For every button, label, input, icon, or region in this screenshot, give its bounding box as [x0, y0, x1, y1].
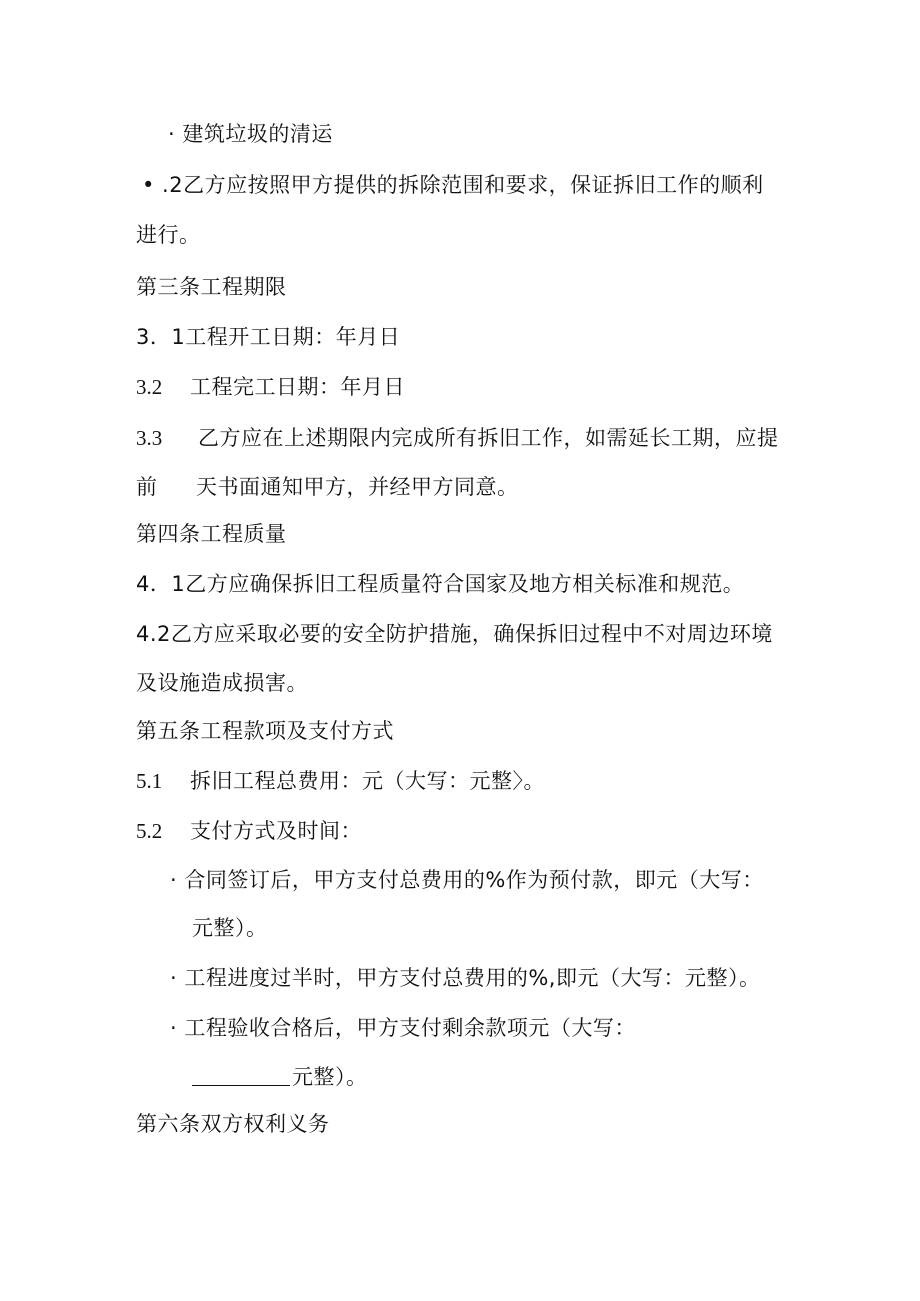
- clause-3-3-number: 3.3: [136, 426, 163, 450]
- clause-3-2-number: 3.2: [136, 375, 163, 399]
- clause-4-2: 4.2乙方应采取必要的安全防护措施，确保拆旧过程中不对周边环境: [136, 622, 773, 646]
- clause-2-2: • .2乙方应按照甲方提供的拆除范围和要求，保证拆旧工作的顺利: [142, 173, 764, 197]
- bullet-item-debris-removal: · 建筑垃圾的清运: [168, 122, 333, 146]
- payment-item-1: · 合同签订后，甲方支付总费用的%作为预付款，即元（大写：: [170, 868, 764, 892]
- clause-4-2-continuation: 及设施造成损害。: [136, 671, 308, 695]
- clause-5-1-text: 拆旧工程总费用：元（大写：元整〉。: [190, 769, 545, 793]
- clause-5-2-text: 支付方式及时间：: [190, 819, 362, 843]
- payment-item-1-continuation: 元整）。: [192, 916, 268, 940]
- clause-2-2-continuation: 进行。: [136, 223, 201, 247]
- clause-3-1: 3．1工程开工日期：年月日: [136, 325, 401, 349]
- clause-3-3-text: 乙方应在上述期限内完成所有拆旧工作，如需延长工期，应提: [198, 426, 779, 450]
- clause-3-3-cont-b: 天书面通知甲方，并经甲方同意。: [196, 475, 519, 499]
- heading-article-4: 第四条工程质量: [136, 522, 287, 546]
- clause-5-1-number: 5.1: [136, 769, 163, 793]
- payment-item-3-continuation: [192, 1063, 368, 1091]
- clause-3-3-cont-a: 前: [136, 475, 158, 499]
- payment-item-2: · 工程进度过半时，甲方支付总费用的%,即元（大写：元整）。: [170, 966, 761, 990]
- clause-4-1: 4．1乙方应确保拆旧工程质量符合国家及地方相关标准和规范。: [136, 572, 745, 596]
- payment-item-3-cont-text: 元整）。: [292, 1065, 368, 1089]
- heading-article-5: 第五条工程款项及支付方式: [136, 719, 394, 743]
- heading-article-3: 第三条工程期限: [136, 275, 287, 299]
- blank-line: [192, 1065, 290, 1086]
- payment-item-3: · 工程验收合格后，甲方支付剩余款项元（大写：: [170, 1016, 636, 1040]
- clause-5-2-number: 5.2: [136, 819, 163, 843]
- heading-article-6: 第六条双方权利义务: [136, 1112, 330, 1136]
- clause-3-2-text: 工程完工日期：年月日: [190, 375, 405, 399]
